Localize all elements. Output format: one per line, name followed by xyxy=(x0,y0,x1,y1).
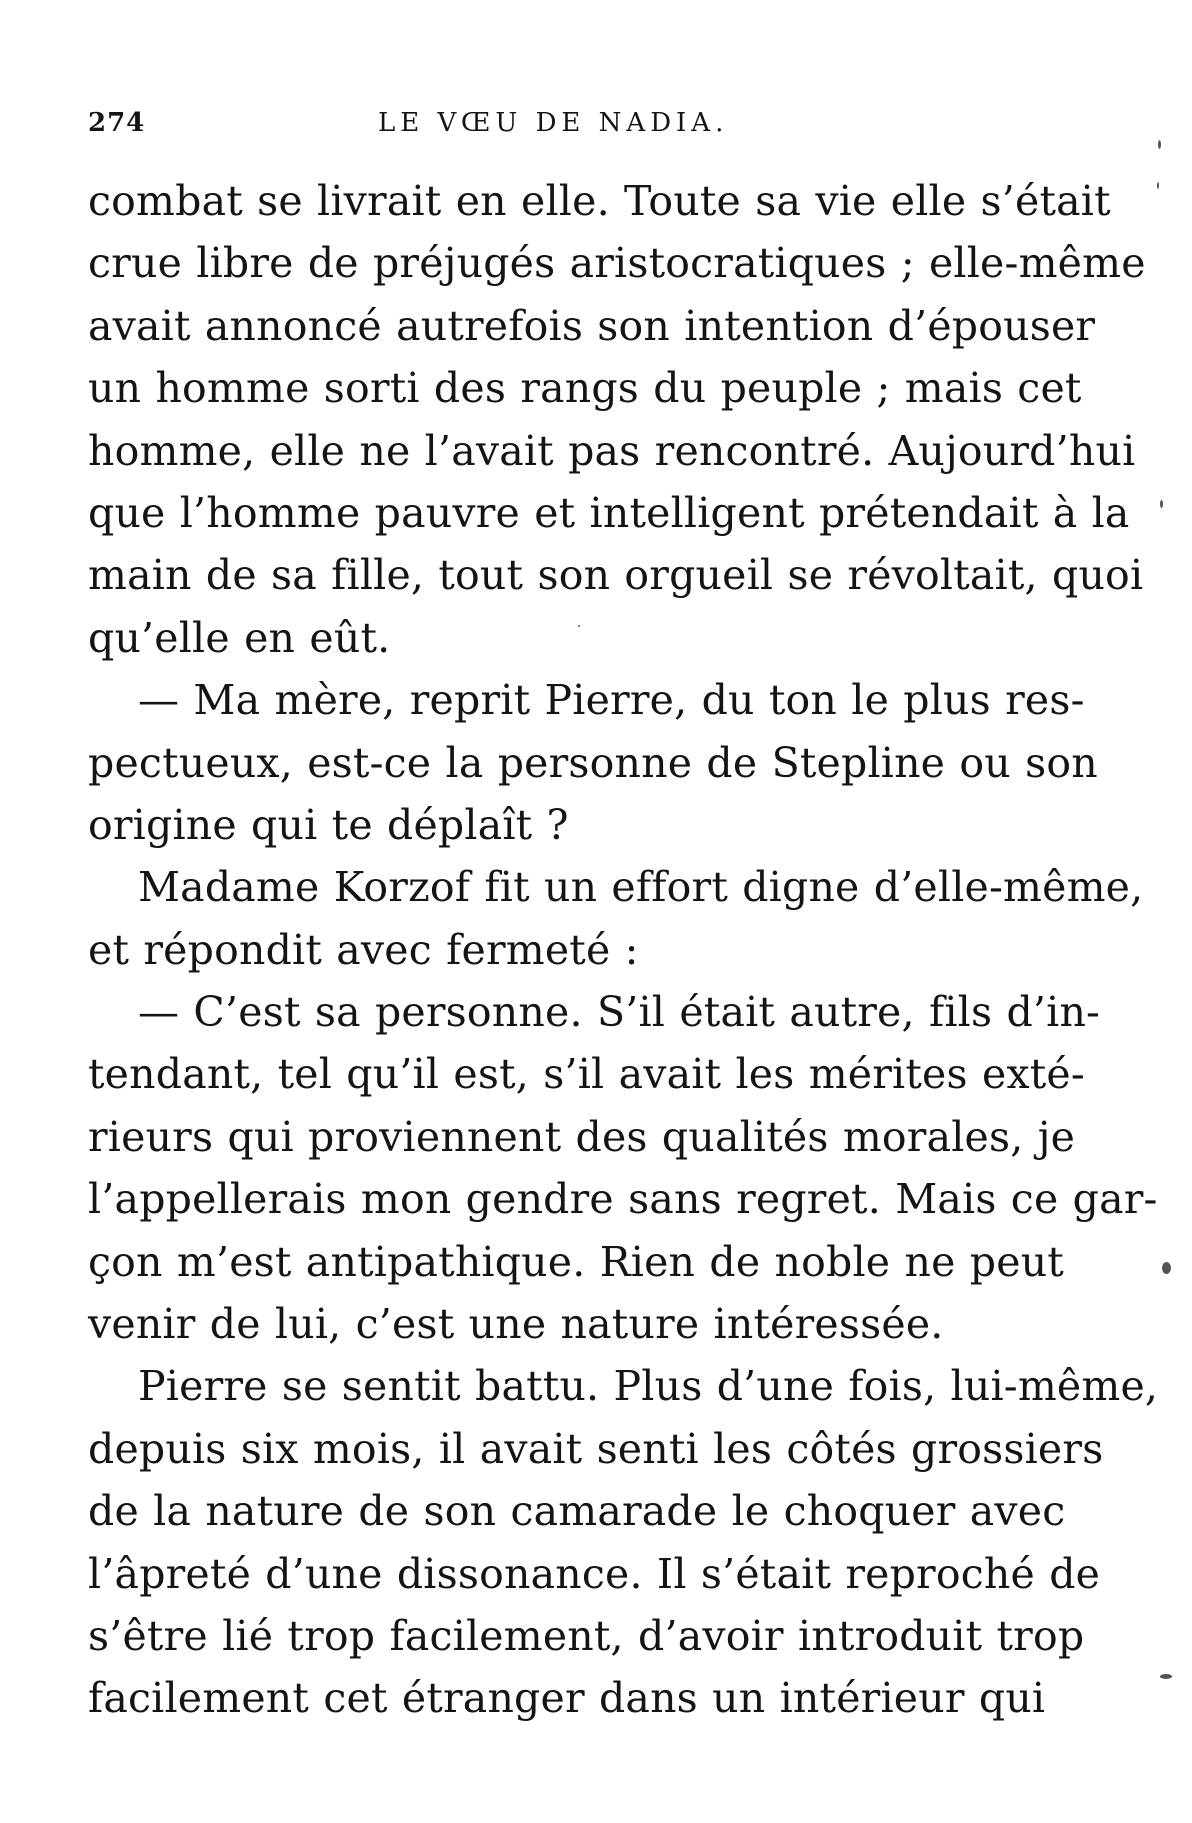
text-line: pectueux, est-ce la personne de Stepline ou son xyxy=(88,738,1098,787)
ink-speck xyxy=(1157,182,1159,189)
text-line: l’appellerais mon gendre sans regret. Mais ce gar- xyxy=(88,1175,1158,1224)
text-line: tendant, tel qu’il est, s’il avait les mérites exté- xyxy=(88,1050,1085,1099)
ink-speck xyxy=(1162,1262,1171,1274)
text-line: de la nature de son camarade le choquer avec xyxy=(88,1487,1066,1536)
text-line: crue libre de préjugés aristocratiques ; elle-même xyxy=(88,239,1146,288)
ink-speck xyxy=(1158,140,1161,149)
ink-speck xyxy=(578,625,580,627)
text-line: main de sa fille, tout son orgueil se révoltait, quoi xyxy=(88,551,1144,600)
text-line: — C’est sa personne. S’il était autre, fils d’in- xyxy=(138,988,1101,1037)
page-number: 274 xyxy=(88,108,146,138)
body-text xyxy=(88,170,1159,1730)
text-line: homme, elle ne l’avait pas rencontré. Aujourd’hui xyxy=(88,426,1136,475)
text-line: qu’elle en eût. xyxy=(88,613,391,662)
text-line: çon m’est antipathique. Rien de noble ne peut xyxy=(88,1237,1064,1286)
text-line: avait annoncé autrefois son intention d’épouser xyxy=(88,301,1096,350)
text-line: l’âpreté d’une dissonance. Il s’était reproché de xyxy=(88,1549,1101,1598)
text-line: facilement cet étranger dans un intérieur qui xyxy=(88,1674,1046,1723)
text-line: et répondit avec fermeté : xyxy=(88,925,639,974)
text-line: Pierre se sentit battu. Plus d’une fois, lui-même, xyxy=(138,1362,1159,1411)
ink-speck xyxy=(1160,500,1163,508)
text-line: depuis six mois, il avait senti les côtés grossiers xyxy=(88,1424,1104,1473)
text-line: Madame Korzof fit un effort digne d’elle-même, xyxy=(138,863,1144,912)
text-line: s’être lié trop facilement, d’avoir introduit trop xyxy=(88,1611,1085,1660)
running-title: LE VŒU DE NADIA. xyxy=(378,108,729,138)
text-line: combat se livrait en elle. Toute sa vie elle s’était xyxy=(88,177,1111,225)
ink-speck xyxy=(1160,1674,1172,1679)
text-line: origine qui te déplaît ? xyxy=(88,800,569,849)
text-line: que l’homme pauvre et intelligent prétendait à la xyxy=(88,488,1130,537)
running-head xyxy=(88,108,1042,148)
text-line: un homme sorti des rangs du peuple ; mais cet xyxy=(88,364,1082,413)
text-line: rieurs qui proviennent des qualités morales, je xyxy=(88,1112,1076,1161)
text-line: — Ma mère, reprit Pierre, du ton le plus res- xyxy=(138,676,1085,725)
text-line: venir de lui, c’est une nature intéressée. xyxy=(88,1300,944,1349)
